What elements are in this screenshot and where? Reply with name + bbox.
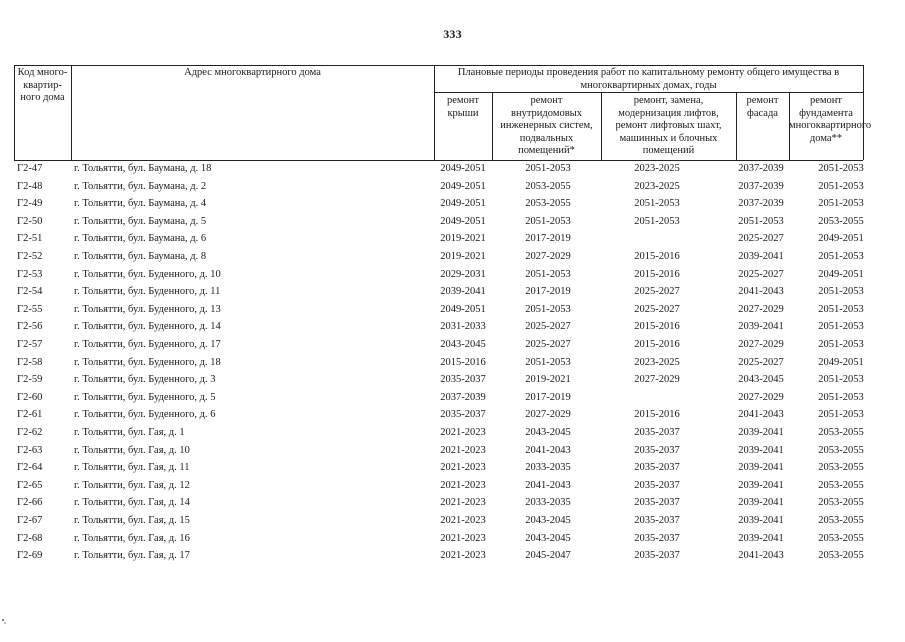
cell-facade: 2027-2029 [738,391,784,403]
header-systems [492,95,601,158]
cell-roof: 2021-2023 [440,479,486,491]
header-lift [601,95,736,158]
cell-address: г. Тольятти, бул. Буденного, д. 14 [74,321,221,333]
cell-address: г. Тольятти, бул. Баумана, д. 2 [74,180,207,192]
cell-roof: 2049-2051 [440,303,486,315]
header-facade-line: ремонт [746,95,779,106]
cell-address: г. Тольятти, бул. Баумана, д. 8 [74,251,207,262]
cell-foundation: 2051-2053 [818,286,864,298]
header-facade-line: фасада [747,107,778,119]
table-row [14,318,894,336]
cell-foundation: 2051-2053 [818,321,864,333]
cell-address: г. Тольятти, бул. Гая, д. 11 [74,462,190,474]
cell-roof: 2021-2023 [440,497,486,509]
cell-roof: 2021-2023 [440,427,486,438]
cell-facade: 2039-2041 [738,532,784,544]
cell-address: г. Тольятти, бул. Баумана, д. 4 [74,198,207,210]
header-systems-line: инженерных систем, [500,120,593,132]
header-foundation [789,95,872,145]
header-lift-line: машинных и блочных [619,132,718,144]
cell-systems: 2051-2053 [525,215,571,227]
header-lift-line: модернизация лифтов, [618,107,719,119]
table-row [14,547,894,565]
cell-lift: 2015-2016 [634,321,680,333]
cell-address: г. Тольятти, бул. Гая, д. 12 [74,479,190,491]
cell-address: г. Тольятти, бул. Буденного, д. 3 [74,374,216,386]
cell-roof: 2029-2031 [440,268,486,280]
cell-foundation: 2049-2051 [818,356,864,368]
cell-foundation: 2051-2053 [818,391,864,403]
table-row [14,160,894,178]
header-systems-line: помещений* [518,145,575,157]
cell-code: Г2-47 [17,163,43,174]
cell-roof: 2049-2051 [440,180,486,192]
cell-foundation: 2053-2055 [818,550,864,562]
table-row [14,442,894,460]
cell-facade: 2037-2039 [738,180,784,192]
table-row [14,354,894,372]
cell-facade: 2041-2043 [738,550,784,562]
cell-lift: 2035-2037 [634,550,680,562]
cell-lift: 2051-2053 [634,215,680,227]
header-lift-line: ремонт лифтовых шахт, [615,120,722,132]
cell-address: г. Тольятти, бул. Гая, д. 17 [74,550,190,562]
cell-foundation: 2053-2055 [818,532,864,544]
table-row [14,389,894,407]
cell-address: г. Тольятти, бул. Буденного, д. 18 [74,356,221,368]
table-row [14,530,894,548]
cell-code: Г2-54 [17,286,43,298]
cell-roof: 2049-2051 [440,163,486,174]
cell-address: г. Тольятти, бул. Буденного, д. 5 [74,391,216,403]
cell-systems: 2043-2045 [525,427,571,438]
cell-address: г. Тольятти, бул. Гая, д. 10 [74,444,190,456]
cell-foundation: 2051-2053 [818,303,864,315]
header-roof [434,95,492,120]
cell-code: Г2-63 [17,444,43,456]
cell-lift: 2023-2025 [634,356,680,368]
cell-lift: 2035-2037 [634,479,680,491]
cell-roof: 2021-2023 [440,444,486,456]
header-facade [736,95,789,120]
scan-artifacts [0,600,905,637]
cell-facade: 2039-2041 [738,497,784,509]
cell-facade: 2039-2041 [738,427,784,438]
cell-roof: 2021-2023 [440,550,486,562]
cell-systems: 2053-2055 [525,180,571,192]
cell-lift: 2035-2037 [634,515,680,526]
cell-code: Г2-55 [17,303,43,315]
cell-lift: 2035-2037 [634,462,680,474]
header-code [14,67,71,105]
cell-facade: 2025-2027 [738,233,784,245]
table-row [14,336,894,354]
cell-systems: 2041-2043 [525,479,571,491]
table-row [14,195,894,213]
cell-systems: 2051-2053 [525,356,571,368]
cell-facade: 2037-2039 [738,163,784,174]
table-row [14,424,894,442]
header-roof-line: ремонт [446,95,479,106]
cell-code: Г2-66 [17,497,43,509]
table-row [14,301,894,319]
cell-foundation: 2053-2055 [818,444,864,456]
cell-address: г. Тольятти, бул. Гая, д. 15 [74,515,190,526]
cell-facade: 2027-2029 [738,303,784,315]
header-roof-line: крыши [447,107,479,119]
cell-facade: 2051-2053 [738,215,784,227]
table-row [14,494,894,512]
cell-address: г. Тольятти, бул. Буденного, д. 13 [74,303,221,315]
header-right-border [863,65,864,160]
cell-facade: 2025-2027 [738,356,784,368]
cell-lift: 2015-2016 [634,409,680,421]
cell-address: г. Тольятти, бул. Буденного, д. 6 [74,409,216,421]
cell-systems: 2051-2053 [525,163,571,174]
header-systems-line: ремонт [530,95,563,106]
cell-roof: 2037-2039 [440,391,486,403]
cell-lift: 2025-2027 [634,286,680,298]
cell-code: Г2-64 [17,462,43,474]
cell-foundation: 2053-2055 [818,515,864,526]
cell-foundation: 2051-2053 [818,198,864,210]
cell-systems: 2017-2019 [525,233,571,245]
cell-address: г. Тольятти, бул. Баумана, д. 6 [74,233,207,245]
cell-foundation: 2053-2055 [818,479,864,491]
cell-facade: 2039-2041 [738,462,784,474]
cell-address: г. Тольятти, бул. Буденного, д. 17 [74,339,221,350]
cell-roof: 2035-2037 [440,374,486,386]
cell-foundation: 2051-2053 [818,180,864,192]
table-row [14,477,894,495]
cell-code: Г2-67 [17,515,43,526]
header-code-line: Код много- [17,67,68,78]
cell-systems: 2027-2029 [525,409,571,421]
cell-systems: 2027-2029 [525,251,571,262]
header-periods-line: многоквартирных домах, годы [580,79,717,91]
cell-systems: 2043-2045 [525,515,571,526]
cell-systems: 2033-2035 [525,462,571,474]
header-periods-line: Плановые периоды проведения работ по капитальному ремонту общего имущества в [457,67,840,78]
cell-lift: 2015-2016 [634,251,680,262]
cell-systems: 2025-2027 [525,321,571,333]
cell-facade: 2043-2045 [738,374,784,386]
header-code-line: ного дома [20,92,65,104]
header-systems-line: подвальных [519,132,574,144]
cell-code: Г2-49 [17,198,43,210]
header-code-line: квартир- [23,79,62,91]
header-lift-line: ремонт, замена, [633,95,704,106]
cell-systems: 2017-2019 [525,391,571,403]
cell-code: Г2-48 [17,180,43,192]
cell-systems: 2053-2055 [525,198,571,210]
table-row [14,406,894,424]
cell-address: г. Тольятти, бул. Гая, д. 16 [74,532,190,544]
cell-code: Г2-56 [17,321,43,333]
cell-code: Г2-58 [17,356,43,368]
header-systems-line: внутридомовых [511,107,582,119]
cell-lift: 2035-2037 [634,532,680,544]
cell-systems: 2045-2047 [525,550,571,562]
cell-facade: 2027-2029 [738,339,784,350]
cell-foundation: 2051-2053 [818,251,864,262]
cell-foundation: 2053-2055 [818,497,864,509]
cell-lift: 2051-2053 [634,198,680,210]
cell-code: Г2-50 [17,215,43,227]
cell-foundation: 2053-2055 [818,427,864,438]
cell-facade: 2041-2043 [738,409,784,421]
header-foundation-line: ремонт фундамента [799,95,853,119]
cell-foundation: 2053-2055 [818,215,864,227]
cell-facade: 2037-2039 [738,198,784,210]
cell-code: Г2-53 [17,268,43,280]
cell-code: Г2-60 [17,391,43,403]
cell-lift: 2027-2029 [634,374,680,386]
cell-foundation: 2051-2053 [818,339,864,350]
cell-roof: 2043-2045 [440,339,486,350]
cell-address: г. Тольятти, бул. Баумана, д. 5 [74,215,207,227]
cell-lift: 2023-2025 [634,180,680,192]
cell-roof: 2031-2033 [440,321,486,333]
cell-facade: 2039-2041 [738,515,784,526]
cell-lift: 2015-2016 [634,268,680,280]
table-header [14,65,872,160]
cell-roof: 2049-2051 [440,215,486,227]
cell-roof: 2021-2023 [440,532,486,544]
table-row [14,371,894,389]
cell-foundation: 2049-2051 [818,268,864,280]
cell-address: г. Тольятти, бул. Буденного, д. 10 [74,268,221,280]
cell-code: Г2-59 [17,374,43,386]
page-number: 333 [443,27,462,41]
cell-facade: 2039-2041 [738,444,784,456]
cell-code: Г2-57 [17,339,43,350]
cell-lift: 2015-2016 [634,339,680,350]
cell-facade: 2039-2041 [738,251,784,262]
cell-facade: 2025-2027 [738,268,784,280]
cell-facade: 2039-2041 [738,321,784,333]
cell-code: Г2-68 [17,532,43,544]
table-row [14,248,894,266]
table-row [14,213,894,231]
cell-code: Г2-69 [17,550,43,562]
cell-systems: 2017-2019 [525,286,571,298]
cell-code: Г2-51 [17,233,43,245]
table-row [14,512,894,530]
cell-roof: 2019-2021 [440,233,486,245]
cell-address: г. Тольятти, бул. Баумана, д. 18 [74,163,212,174]
cell-systems: 2041-2043 [525,444,571,456]
table-row [14,266,894,284]
cell-roof: 2035-2037 [440,409,486,421]
cell-systems: 2025-2027 [525,339,571,350]
cell-systems: 2051-2053 [525,268,571,280]
table-row [14,459,894,477]
cell-foundation: 2053-2055 [818,462,864,474]
cell-roof: 2021-2023 [440,515,486,526]
cell-foundation: 2049-2051 [818,233,864,245]
cell-lift: 2035-2037 [634,444,680,456]
cell-foundation: 2051-2053 [818,163,864,174]
header-foundation-line: многоквартирного [789,120,872,132]
table-row [14,283,894,301]
cell-code: Г2-65 [17,479,43,491]
cell-code: Г2-61 [17,409,43,421]
cell-systems: 2033-2035 [525,497,571,509]
cell-lift: 2023-2025 [634,163,680,174]
header-periods [434,67,863,92]
cell-roof: 2019-2021 [440,251,486,262]
cell-foundation: 2051-2053 [818,374,864,386]
header-lift-line: помещений [642,145,695,157]
cell-foundation: 2051-2053 [818,409,864,421]
header-address: Адрес многоквартирного дома [184,67,321,78]
cell-roof: 2039-2041 [440,286,486,298]
cell-address: г. Тольятти, бул. Гая, д. 14 [74,497,190,509]
cell-facade: 2041-2043 [738,286,784,298]
table-row [14,178,894,196]
cell-address: г. Тольятти, бул. Буденного, д. 11 [74,286,221,298]
cell-lift: 2025-2027 [634,303,680,315]
cell-code: Г2-62 [17,427,43,438]
scan-dots [0,600,905,637]
cell-lift: 2035-2037 [634,427,680,438]
cell-roof: 2049-2051 [440,198,486,210]
cell-roof: 2021-2023 [440,462,486,474]
header-top-border [14,65,863,66]
cell-systems: 2043-2045 [525,532,571,544]
cell-address: г. Тольятти, бул. Гая, д. 1 [74,427,185,438]
cell-lift: 2035-2037 [634,497,680,509]
cell-systems: 2019-2021 [525,374,571,386]
cell-systems: 2051-2053 [525,303,571,315]
cell-facade: 2039-2041 [738,479,784,491]
cell-code: Г2-52 [17,251,43,262]
cell-roof: 2015-2016 [440,356,486,368]
table-row [14,230,894,248]
header-foundation-line: дома** [809,132,843,144]
